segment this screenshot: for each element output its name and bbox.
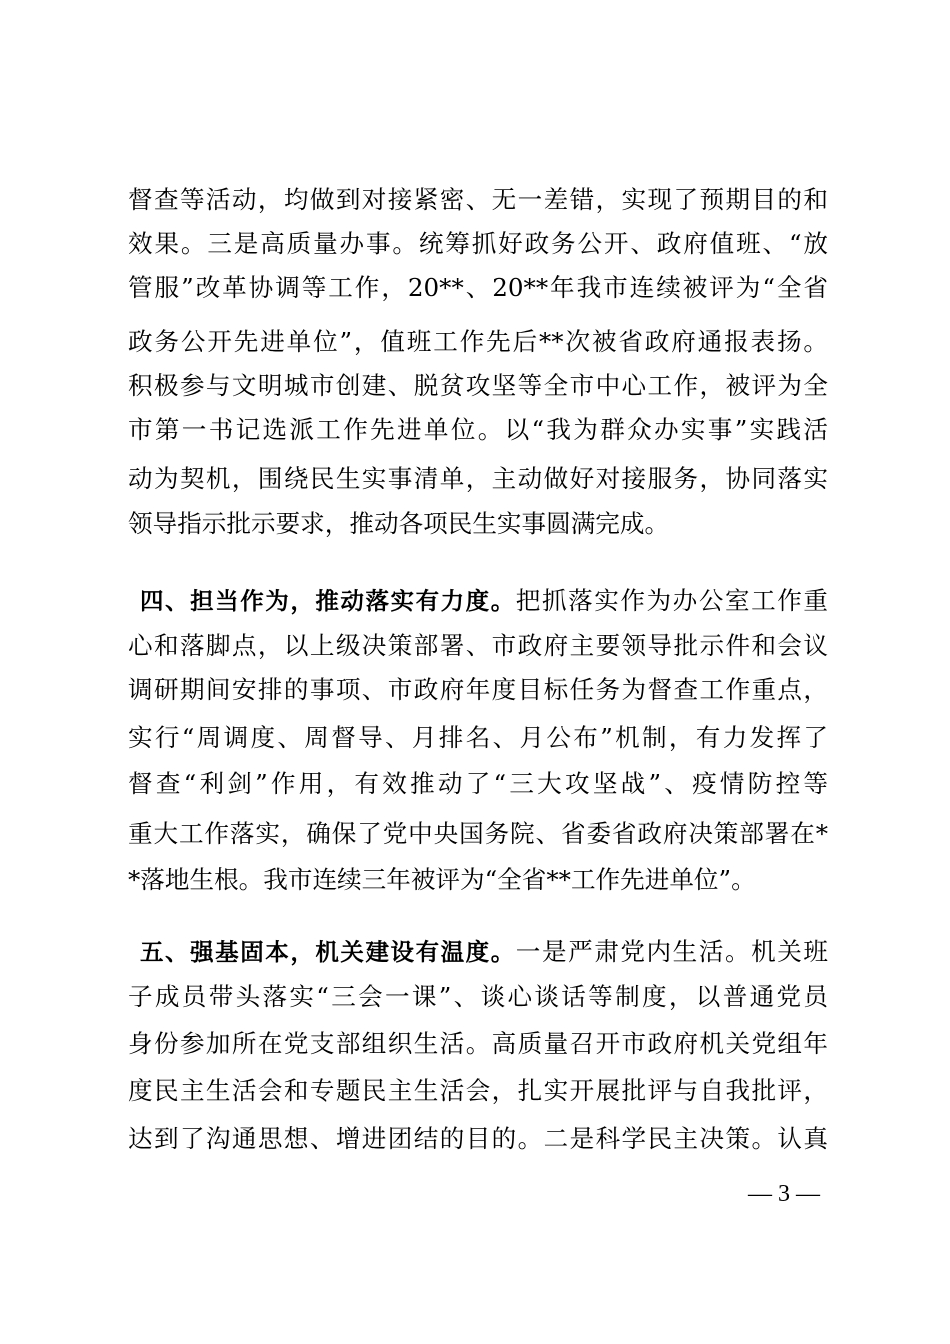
paragraph-line: 督查等活动，均做到对接紧密、无一差错，实现了预期目的和	[128, 185, 828, 214]
paragraph-line: 达到了沟通思想、增进团结的目的。二是科学民主决策。认真	[128, 1124, 828, 1153]
paragraph-line: 领导指示批示要求，推动各项民生实事圆满完成。	[128, 509, 670, 538]
page-number: — 3 —	[748, 1181, 820, 1207]
paragraph-line: 管服”改革协调等工作，20**、20**年我市连续被评为“全省	[128, 273, 828, 302]
section-heading-rest: 把抓落实作为办公室工作重	[515, 586, 828, 615]
section-heading-line	[140, 930, 828, 974]
paragraph-line: 度民主生活会和专题民主生活会，扎实开展批评与自我批评，	[128, 1076, 828, 1105]
paragraph-line: 效果。三是高质量办事。统筹抓好政务公开、政府值班、“放	[128, 229, 828, 258]
paragraph-line: 动为契机，围绕民生实事清单，主动做好对接服务，协同落实	[128, 464, 828, 493]
paragraph-line: 调研期间安排的事项、市政府年度目标任务为督查工作重点，	[128, 675, 828, 704]
paragraph-line: *落地生根。我市连续三年被评为“全省**工作先进单位”。	[128, 865, 756, 894]
paragraph-line: 子成员带头落实“三会一课”、谈心谈话等制度，以普通党员	[128, 982, 828, 1011]
paragraph-line: 督查“利剑”作用，有效推动了“三大攻坚战”、疫情防控等	[128, 769, 828, 798]
paragraph-line: 积极参与文明城市创建、脱贫攻坚等全市中心工作，被评为全	[128, 371, 828, 400]
paragraph-line: 政务公开先进单位”，值班工作先后**次被省政府通报表扬。	[128, 327, 828, 356]
section-heading: 五、强基固本，机关建设有温度。	[140, 938, 516, 966]
paragraph-line: 重大工作落实，确保了党中央国务院、省委省政府决策部署在*	[128, 819, 828, 848]
section-heading: 四、担当作为，推动落实有力度。	[140, 587, 516, 615]
paragraph-line: 市第一书记选派工作先进单位。以“我为群众办实事”实践活	[128, 415, 828, 444]
section-heading-rest: 一是严肃党内生活。机关班	[515, 937, 828, 966]
section-heading-line	[140, 579, 828, 623]
paragraph-line: 实行“周调度、周督导、月排名、月公布”机制，有力发挥了	[128, 723, 828, 752]
paragraph-line: 身份参加所在党支部组织生活。高质量召开市政府机关党组年	[128, 1029, 828, 1058]
paragraph-line: 心和落脚点，以上级决策部署、市政府主要领导批示件和会议	[128, 631, 828, 660]
